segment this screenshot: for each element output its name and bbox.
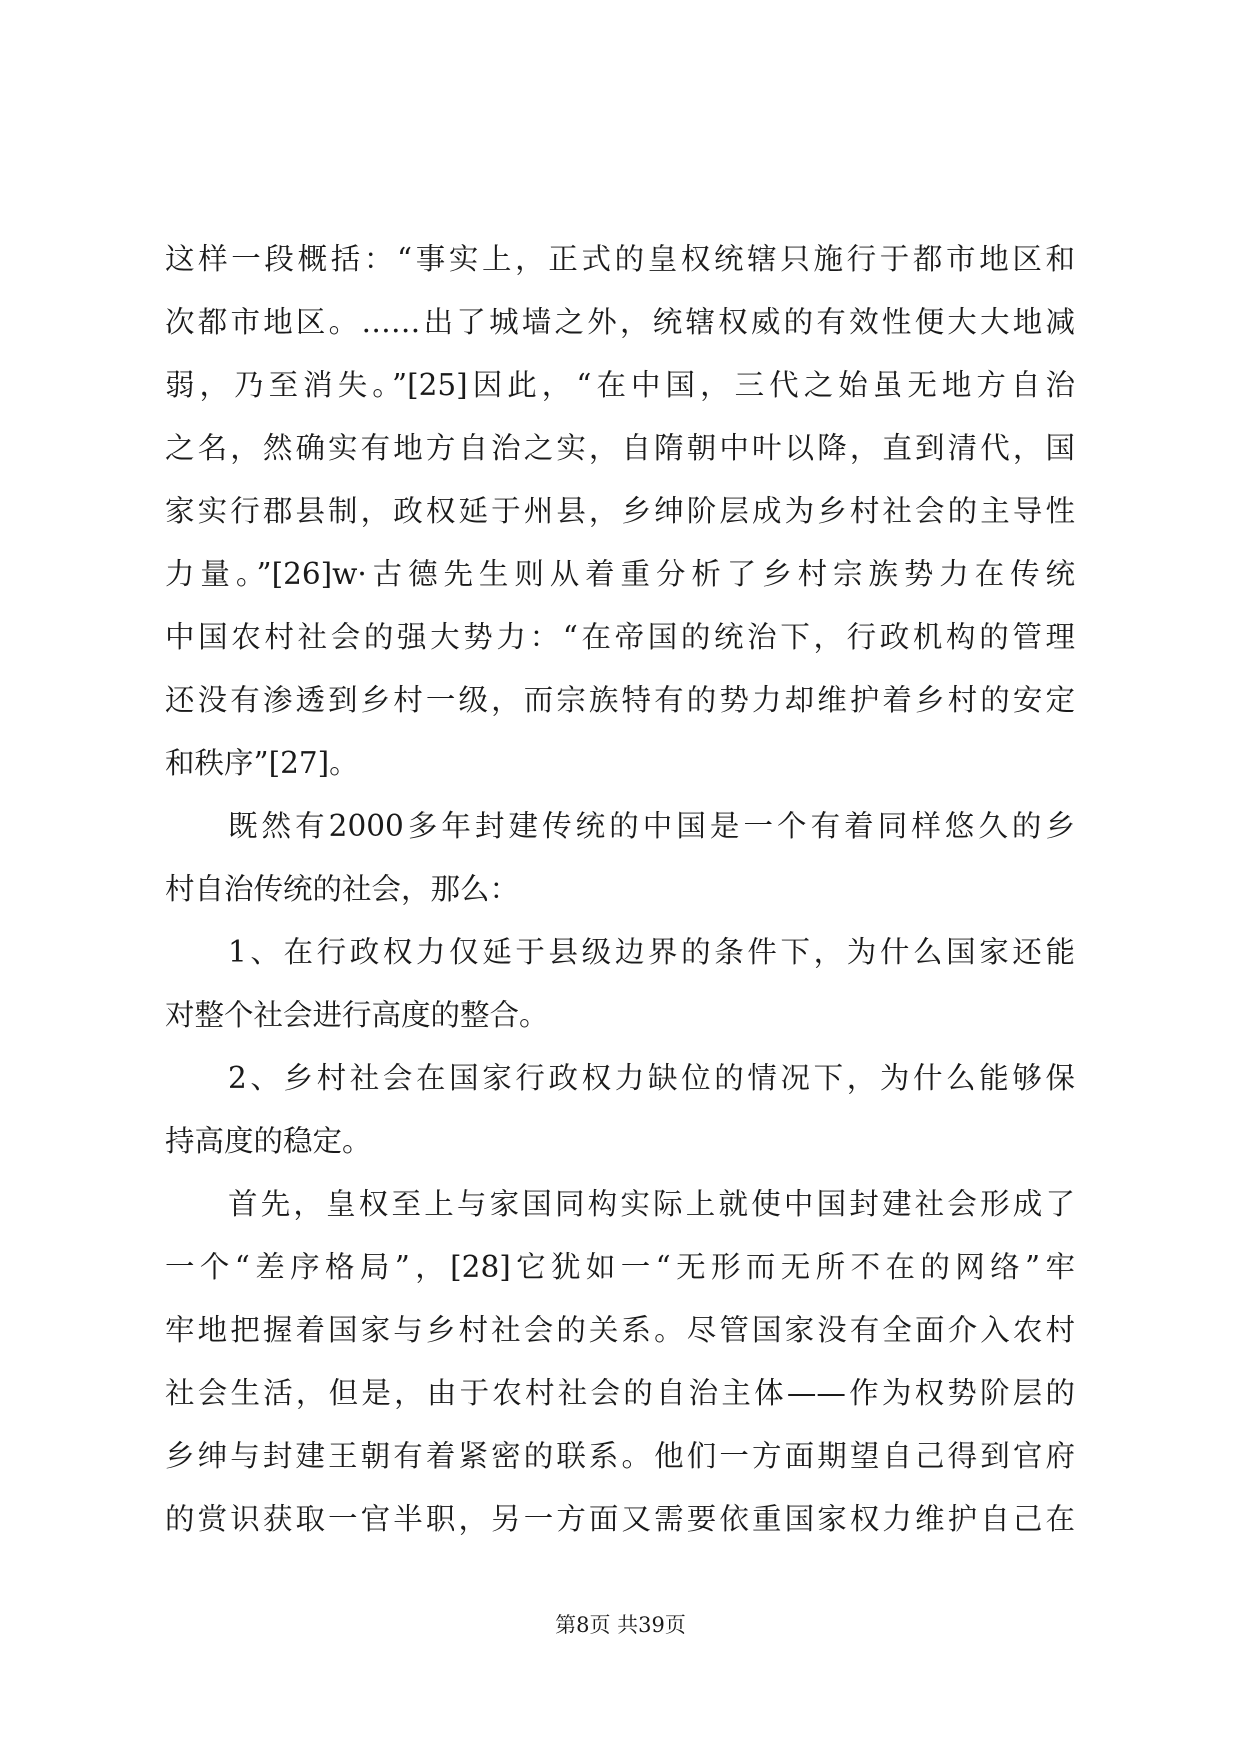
text-line: 家实行郡县制，政权延于州县，乡绅阶层成为乡村社会的主导性 [165,494,1075,528]
text-line: 中国农村社会的强大势力：“在帝国的统治下，行政机构的管理 [165,620,1075,654]
body-text [165,228,1075,1551]
text-line: 对整个社会进行高度的整合。 [165,998,549,1032]
list-item-2: 2、乡村社会在国家行政权力缺位的情况下，为什么能够保 [228,1061,1075,1095]
paragraph-first-line: 首先，皇权至上与家国同构实际上就使中国封建社会形成了 [228,1187,1075,1221]
text-line: 的赏识获取一官半职，另一方面又需要依重国家权力维护自己在 [165,1502,1075,1536]
text-line: 牢地把握着国家与乡村社会的关系。尽管国家没有全面介入农村 [165,1313,1075,1347]
text-line: 次都市地区。……出了城墙之外，统辖权威的有效性便大大地减 [165,305,1075,339]
text-line: 村自治传统的社会，那么： [165,872,520,906]
paragraph-first-line: 既然有2000多年封建传统的中国是一个有着同样悠久的乡 [228,809,1075,843]
text-line: 和秩序”[27]。 [165,746,359,780]
text-line: 持高度的稳定。 [165,1124,372,1158]
text-line: 乡绅与封建王朝有着紧密的联系。他们一方面期望自己得到官府 [165,1439,1075,1473]
page-footer [0,1609,1241,1639]
text-line: 之名，然确实有地方自治之实，自隋朝中叶以降，直到清代，国 [165,431,1075,465]
text-line: 这样一段概括：“事实上，正式的皇权统辖只施行于都市地区和 [165,242,1075,276]
list-item-1: 1、在行政权力仅延于县级边界的条件下，为什么国家还能 [228,935,1075,969]
text-line: 力量。”[26]w·古德先生则从着重分析了乡村宗族势力在传统 [165,557,1075,591]
text-line: 一个“差序格局”，[28]它犹如一“无形而无所不在的网络”牢 [165,1250,1075,1284]
text-line: 社会生活，但是，由于农村社会的自治主体——作为权势阶层的 [165,1376,1075,1410]
page-number: 第8页 共39页 [555,1613,686,1637]
text-line: 还没有渗透到乡村一级，而宗族特有的势力却维护着乡村的安定 [165,683,1075,717]
text-line: 弱，乃至消失。”[25]因此，“在中国，三代之始虽无地方自治 [165,368,1075,402]
